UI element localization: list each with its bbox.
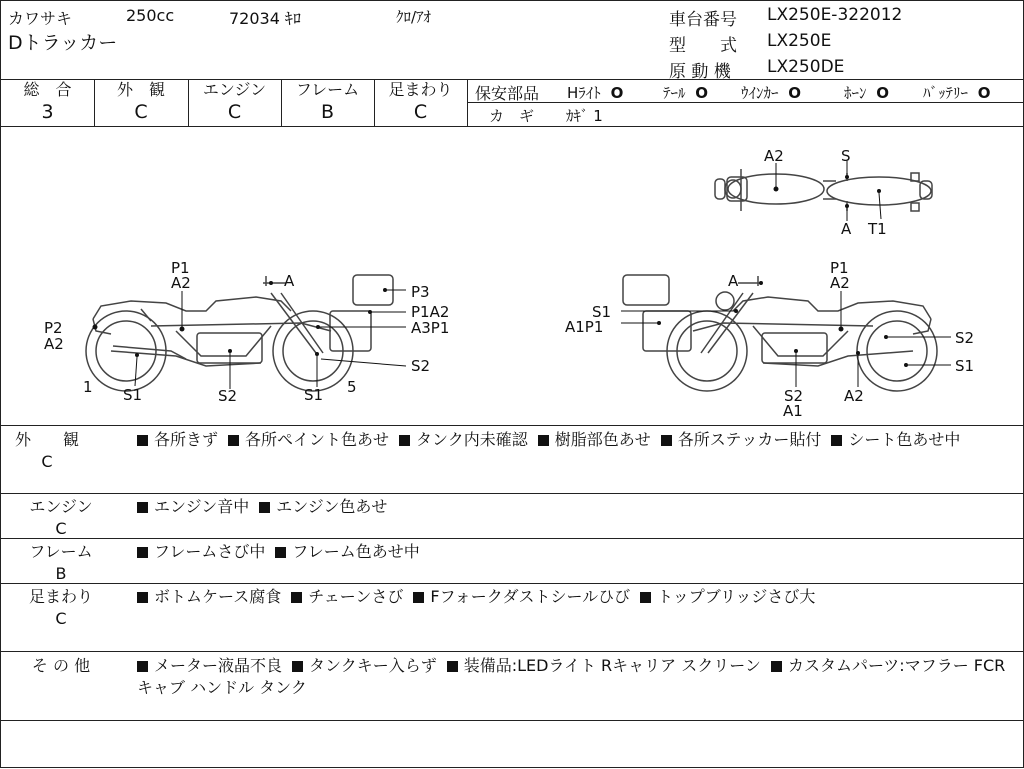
bullet-square-icon xyxy=(538,435,549,446)
engine-value: LX250DE xyxy=(767,57,845,77)
type-label: 型 式 xyxy=(669,36,737,56)
top-label: T1 xyxy=(868,220,887,238)
left-label: A xyxy=(284,272,295,290)
list-item: 各所ペイント色あせ xyxy=(245,430,390,449)
section-title: 外 観 xyxy=(14,430,79,449)
list-item: シート色あせ中 xyxy=(848,430,961,449)
section-other-head xyxy=(1,655,121,677)
section-title: そ の 他 xyxy=(31,656,91,675)
left-label: S1 xyxy=(123,386,143,404)
list-item: エンジン音中 xyxy=(154,497,250,516)
left-label: A2 xyxy=(44,335,64,353)
safety-item-label: ｳｲﾝｶｰ xyxy=(741,84,779,102)
right-label: S1 xyxy=(955,357,975,375)
score-value: 3 xyxy=(41,101,54,123)
section-other-body xyxy=(137,655,1015,699)
bullet-square-icon xyxy=(137,435,148,446)
section-title: エンジン xyxy=(29,497,93,516)
right-label: A1 xyxy=(783,402,803,420)
bullet-square-icon xyxy=(292,661,303,672)
key-label: カ ギ xyxy=(489,107,535,125)
list-item: トップブリッジさび大 xyxy=(657,587,816,606)
score-label: エンジン xyxy=(202,80,267,99)
left-label: 1 xyxy=(83,378,93,396)
section-grade: B xyxy=(55,564,67,583)
left-label: A2 xyxy=(171,274,191,292)
score-label: 足まわり xyxy=(388,80,453,99)
right-label: A xyxy=(728,272,739,290)
bullet-square-icon xyxy=(259,502,270,513)
displacement: 250cc xyxy=(126,6,175,25)
bullet-square-icon xyxy=(228,435,239,446)
bullet-square-icon xyxy=(413,592,424,603)
divider xyxy=(1,720,1023,721)
bullet-square-icon xyxy=(137,502,148,513)
section-title: フレーム xyxy=(29,542,93,561)
safety-mark: O xyxy=(610,84,624,102)
model-name: Dトラッカー xyxy=(8,32,118,54)
list-item: 樹脂部色あせ xyxy=(554,430,651,449)
mileage: 72034 ｷﾛ xyxy=(229,9,301,28)
right-label: S2 xyxy=(784,387,804,405)
safety-mark: O xyxy=(788,84,802,102)
safety-item-label: ﾎｰﾝ xyxy=(844,84,867,102)
section-exterior-body xyxy=(137,429,1015,451)
bullet-square-icon xyxy=(640,592,651,603)
divider xyxy=(1,651,1023,652)
list-item: タンクキー入らず xyxy=(309,656,437,675)
section-grade: C xyxy=(41,452,53,471)
list-item: カスタムパーツ:マフラー FCRキャブ ハンドル タンク xyxy=(137,656,1006,697)
section-title: 足まわり xyxy=(28,587,93,606)
key-value: ｶｷﾞ 1 xyxy=(566,107,603,125)
right-label: A2 xyxy=(844,387,864,405)
section-grade: C xyxy=(55,519,67,538)
divider xyxy=(1,493,1023,494)
section-exterior-head xyxy=(1,429,93,473)
right-label: A1P1 xyxy=(565,318,604,336)
body-color: ｸﾛ/ｱｵ xyxy=(396,8,432,26)
safety-item-label: Hﾗｲﾄ xyxy=(567,84,601,102)
section-suspension-head xyxy=(1,586,121,630)
bullet-square-icon xyxy=(661,435,672,446)
bullet-square-icon xyxy=(291,592,302,603)
score-label: 外 観 xyxy=(116,80,165,99)
safety-mark: O xyxy=(695,84,709,102)
section-suspension-body xyxy=(137,586,1015,608)
list-item: 各所きず xyxy=(154,430,219,449)
score-value: C xyxy=(227,101,242,123)
left-label: S2 xyxy=(218,387,238,405)
section-engine-head xyxy=(1,496,121,540)
score-label: フレーム xyxy=(295,80,360,99)
bullet-square-icon xyxy=(831,435,842,446)
bullet-square-icon xyxy=(137,547,148,558)
divider xyxy=(1,583,1023,584)
list-item: タンク内未確認 xyxy=(416,430,528,449)
bullet-square-icon xyxy=(137,592,148,603)
score-value: B xyxy=(320,101,335,123)
left-label: 5 xyxy=(347,378,357,396)
score-label: 総 合 xyxy=(23,80,72,99)
section-engine-body xyxy=(137,496,1015,518)
list-item: Fフォークダストシールひび xyxy=(430,587,631,606)
frame-no-label: 車台番号 xyxy=(669,10,737,30)
safety-item-label: ﾊﾞｯﾃﾘｰ xyxy=(923,84,969,102)
left-label: P1 xyxy=(171,259,190,277)
list-item: メーター液晶不良 xyxy=(154,656,283,675)
safety-item-label: ﾃｰﾙ xyxy=(663,84,686,102)
left-label: P3 xyxy=(411,283,430,301)
section-grade: C xyxy=(55,609,67,628)
list-item: フレームさび中 xyxy=(154,542,266,561)
bullet-square-icon xyxy=(275,547,286,558)
top-label: A xyxy=(841,220,852,238)
right-label: P1 xyxy=(830,259,849,277)
score-value: C xyxy=(413,101,428,123)
left-label: A3P1 xyxy=(411,319,450,337)
right-label: S2 xyxy=(955,329,975,347)
list-item: 装備品:LEDライト Rキャリア スクリーン xyxy=(463,656,761,675)
right-label: S1 xyxy=(592,303,612,321)
list-item: ボトムケース腐食 xyxy=(154,587,282,606)
section-frame-head xyxy=(1,541,121,585)
top-label: A2 xyxy=(764,147,784,165)
bike-right-view xyxy=(1,1,1024,769)
list-item: 各所ステッカー貼付 xyxy=(677,430,822,449)
bullet-square-icon xyxy=(399,435,410,446)
divider xyxy=(1,538,1023,539)
list-item: フレーム色あせ中 xyxy=(292,542,420,561)
bullet-square-icon xyxy=(447,661,458,672)
section-frame-body xyxy=(137,541,1015,563)
left-label: P1A2 xyxy=(411,303,450,321)
frame-no: LX250E-322012 xyxy=(767,5,903,25)
right-label: A2 xyxy=(830,274,850,292)
left-label: P2 xyxy=(44,319,63,337)
engine-label: 原 動 機 xyxy=(669,62,731,82)
maker: カワサキ xyxy=(8,9,73,28)
bullet-square-icon xyxy=(137,661,148,672)
type-value: LX250E xyxy=(767,31,832,51)
left-label: S1 xyxy=(304,386,324,404)
safety-mark: O xyxy=(876,84,890,102)
bullet-square-icon xyxy=(771,661,782,672)
score-value: C xyxy=(134,101,148,123)
list-item: チェーンさび xyxy=(308,587,404,606)
safety-mark: O xyxy=(977,84,991,102)
list-item: エンジン色あせ xyxy=(276,497,388,516)
top-label: S xyxy=(841,147,851,165)
left-label: S2 xyxy=(411,357,431,375)
safety-title: 保安部品 xyxy=(475,84,540,103)
